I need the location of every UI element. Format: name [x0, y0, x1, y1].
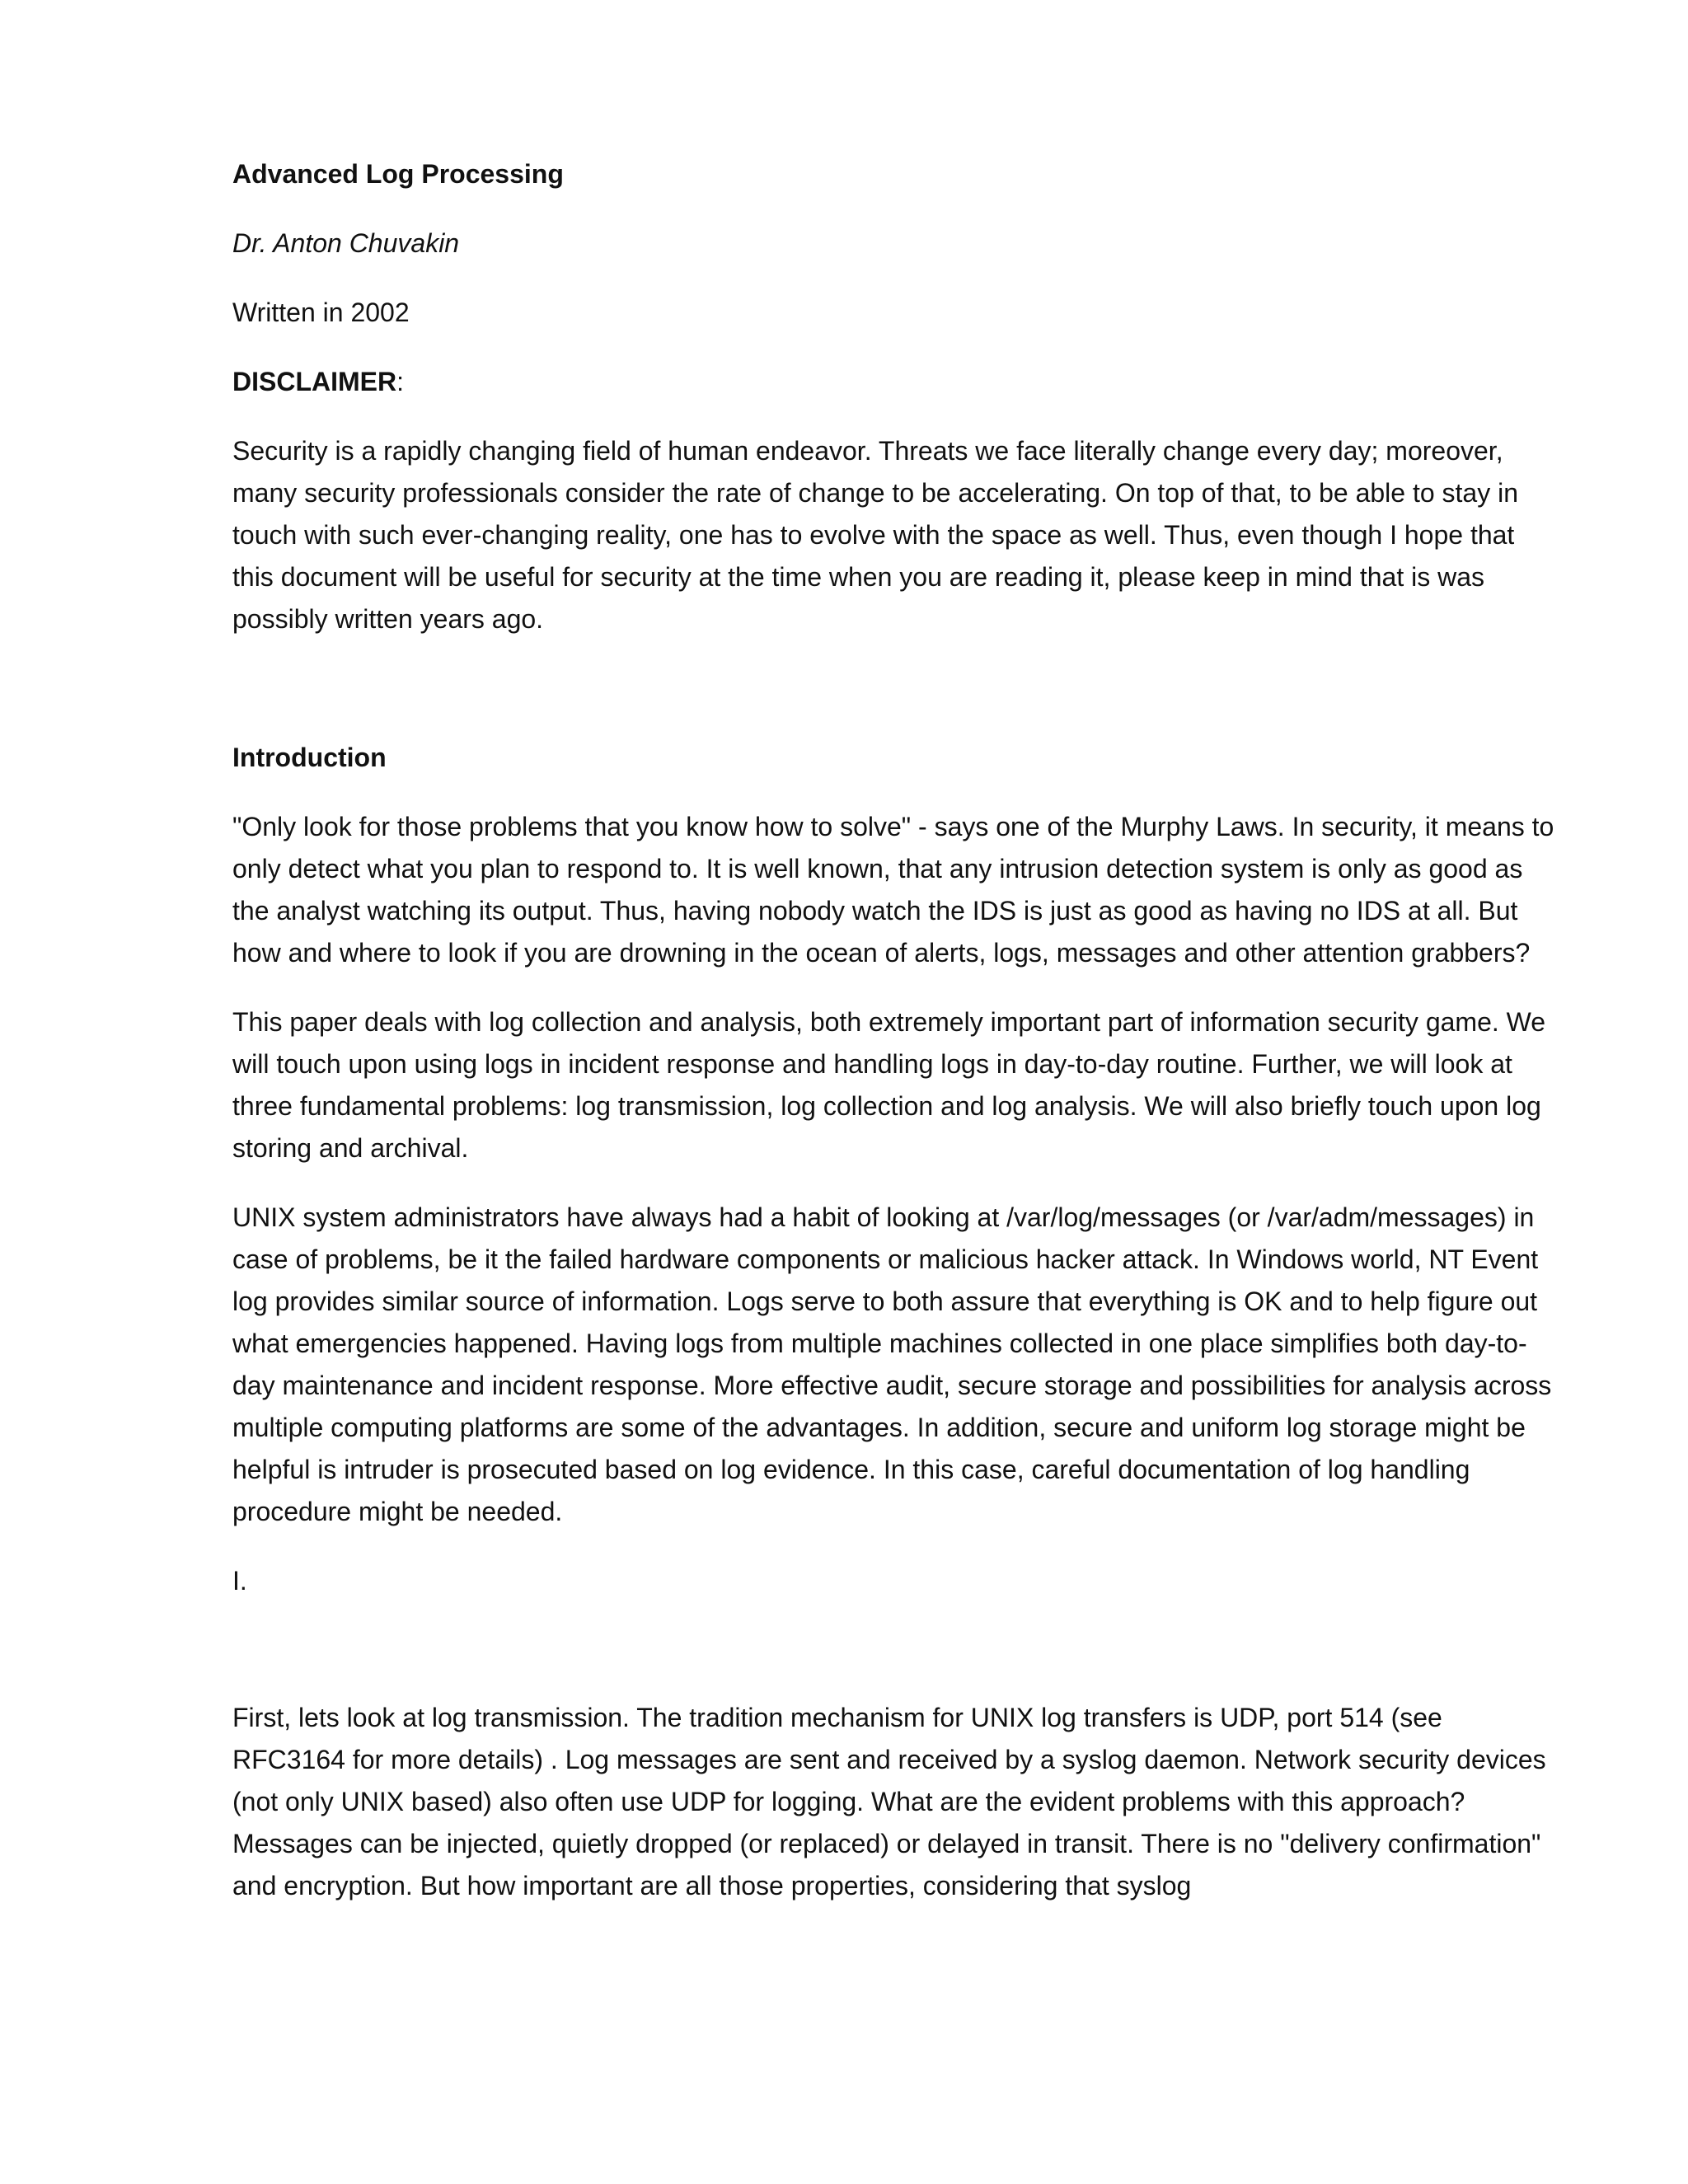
document-body — [232, 153, 1559, 1934]
disclaimer-colon: : — [396, 367, 404, 396]
document-title: Advanced Log Processing — [232, 159, 564, 189]
intro-paragraph-1: "Only look for those problems that you know how to solve" - says one of the Murphy Laws. In security, it means to only detect what you plan to respond to. It is well known, that any intrusion detection system is only as good as the analyst watching its output. Thus, having nobody watch the IDS is just as good as having no IDS at all. But how and where to look if you are drowning in the ocean of alerts, logs, messages and other attention grabbers? — [232, 812, 1554, 968]
section-gap — [232, 668, 1559, 737]
disclaimer-text: Security is a rapidly changing field of human endeavor. Threats we face literally change every day; moreover, many security professionals consider the rate of change to be accelerating. On top of that, to be able to stay in touch with such ever-changing reality, one has to evolve with the space as well. Thus, even though I hope that this document will be useful for security at the time when you are reading it, please keep in mind that is was possibly written years ago. — [232, 436, 1519, 634]
disclaimer-heading — [232, 361, 1559, 403]
section1-paragraph: First, lets look at log transmission. The tradition mechanism for UNIX log transfers is UDP, port 514 (see RFC3164 for more details) . Log messages are sent and received by a syslog daemon. Network security devices (not only UNIX based) also often use UDP for logging. What are the evident problems with this approach? Messages can be injected, quietly dropped (or replaced) or delayed in transit. There is no "delivery confirmation" and encryption. But how important are all those properties, considering that syslog — [232, 1703, 1546, 1900]
intro-paragraph-3: UNIX system administrators have always had a habit of looking at /var/log/messages (or /var/adm/messages) in case of problems, be it the failed hardware components or malicious hacker attack. In Windows world, NT Event log provides similar source of information. Logs serve to both assure that everything is OK and to help figure out what emergencies happened. Having logs from multiple machines collected in one place simplifies both day-to-day maintenance and incident response. More effective audit, secure storage and possibilities for analysis across multiple computing platforms are some of the advantages. In addition, secure and uniform log storage might be helpful is intruder is prosecuted based on log evidence. In this case, careful documentation of log handling procedure might be needed. — [232, 1202, 1552, 1526]
document-written-date: Written in 2002 — [232, 298, 410, 327]
disclaimer-label: DISCLAIMER — [232, 367, 397, 396]
section-gap — [232, 1629, 1559, 1697]
intro-paragraph-2: This paper deals with log collection and analysis, both extremely important part of information security game. We will touch upon using logs in incident response and handling logs in day-to-day routine. Further, we will look at three fundamental problems: log transmission, log collection and log analysis. We will also briefly touch upon log storing and archival. — [232, 1007, 1546, 1163]
section-marker: I. — [232, 1566, 247, 1596]
introduction-heading: Introduction — [232, 743, 387, 772]
document-author: Dr. Anton Chuvakin — [232, 228, 460, 258]
